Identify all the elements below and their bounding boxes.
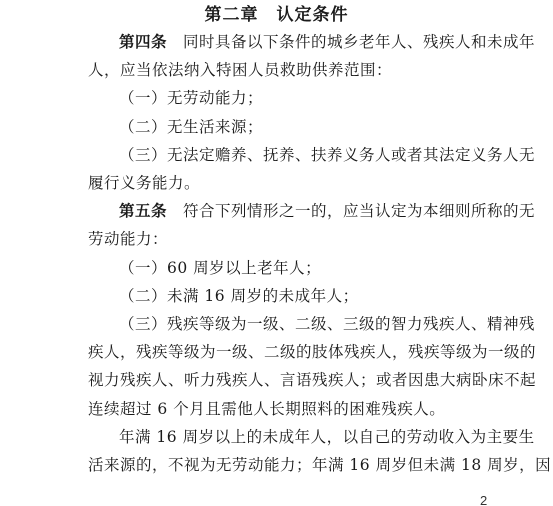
article-4-item-1: （一）无劳动能力； xyxy=(119,89,264,107)
article-4-line-1 xyxy=(119,31,535,53)
article-5-text-1: 符合下列情形之一的，应当认定为本细则所称的无 xyxy=(167,202,536,220)
article-4-text-1: 同时具备以下条件的城乡老年人、残疾人和未成年 xyxy=(167,33,536,51)
article-5-item-1: （一）60 周岁以上老年人； xyxy=(119,259,322,277)
article-5-line-2: 劳动能力： xyxy=(88,230,169,248)
article-5-line-1 xyxy=(119,200,535,222)
article-4-line-2: 人，应当依法纳入特困人员救助供养范围： xyxy=(88,61,393,79)
chapter-title: 第二章 认定条件 xyxy=(204,5,349,25)
article-5-paragraph-line-2: 活来源的，不视为无劳动能力；年满 16 周岁但未满 18 周岁，因 xyxy=(88,456,552,474)
article-5-item-2: （二）未满 16 周岁的未成年人； xyxy=(119,287,359,305)
article-4-item-3-line-2: 履行义务能力。 xyxy=(88,174,201,192)
article-4-item-3-line-1: （三）无法定赡养、抚养、扶养义务人或者其法定义务人无 xyxy=(119,146,536,164)
article-5-item-3-line-1: （三）残疾等级为一级、二级、三级的智力残疾人、精神残 xyxy=(119,315,536,333)
article-4-item-2: （二）无生活来源； xyxy=(119,118,264,136)
article-5-paragraph-line-1: 年满 16 周岁以上的未成年人，以自己的劳动收入为主要生 xyxy=(119,428,535,446)
article-5-item-3-line-3: 视力残疾人、听力残疾人、言语残疾人；或者因患大病卧床不起 xyxy=(88,371,537,389)
article-5-item-3-line-2: 疾人，残疾等级为一级、二级的肢体残疾人，残疾等级为一级的 xyxy=(88,343,537,361)
page-number: 2 xyxy=(480,493,488,506)
article-4-label: 第四条 xyxy=(119,33,168,51)
article-5-item-3-line-4: 连续超过 6 个月且需他人长期照料的困难残疾人。 xyxy=(88,400,446,418)
article-5-label: 第五条 xyxy=(119,202,168,220)
